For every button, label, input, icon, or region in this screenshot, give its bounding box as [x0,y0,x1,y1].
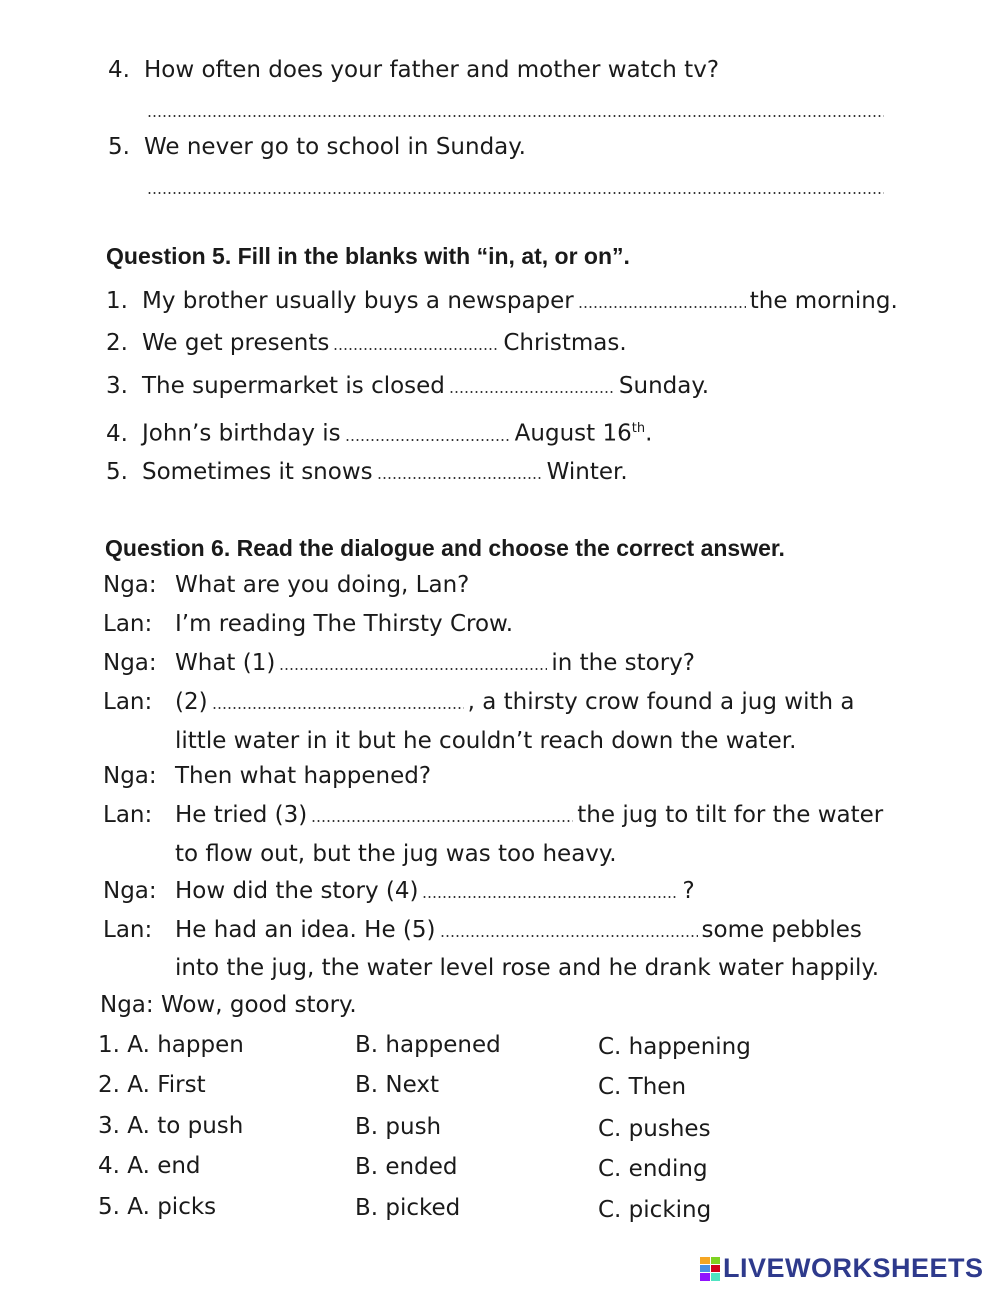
option-2a[interactable]: 2. A. First [98,1072,206,1098]
option-3b[interactable]: B. push [355,1114,442,1140]
question-5-heading: Question 5. Fill in the blanks with “in, at, or on”. [106,243,630,269]
q5-item-1: 1. My brother usually buys a newspaper the morning. [106,288,898,314]
rewrite-item-4-text: How often does your father and mother watch tv? [144,57,720,83]
q5-blank-4[interactable] [345,439,511,441]
option-2b[interactable]: B. Next [355,1072,439,1098]
option-1c[interactable]: C. happening [598,1034,751,1060]
q5-item-4: 4. John’s birthday is August 16th. [106,420,653,447]
dialogue-line-11: into the jug, the water level rose and he drank water happily. [175,955,880,981]
dialogue-line-3: Nga: What (1) in the story? [103,650,696,676]
option-1a[interactable]: 1. A. happen [98,1032,244,1058]
speaker: Nga: [100,992,154,1018]
dialogue-line-9: Nga: How did the story (4) ? [103,878,695,904]
dialogue-line-6: Nga: Then what happened? [103,763,432,789]
dialogue-line-1: Nga: What are you doing, Lan? [103,572,470,598]
option-5c[interactable]: C. picking [598,1197,712,1223]
option-4b[interactable]: B. ended [355,1154,458,1180]
q6-blank-1[interactable] [279,668,547,670]
speaker: Nga: [103,878,157,904]
answer-line-5[interactable] [147,192,884,194]
answer-line-4[interactable] [147,115,884,117]
q6-blank-5[interactable] [440,935,698,937]
q6-blank-2[interactable] [212,707,464,709]
q6-blank-3[interactable] [311,820,573,822]
option-5b[interactable]: B. picked [355,1195,461,1221]
q5-blank-5[interactable] [377,477,543,479]
q5-blank-3[interactable] [449,391,615,393]
dialogue-line-2: Lan: I’m reading The Thirsty Crow. [103,611,514,637]
q5-item-2: 2. We get presents Christmas. [106,330,627,356]
option-3c[interactable]: C. pushes [598,1116,711,1142]
option-4c[interactable]: C. ending [598,1156,708,1182]
speaker: Lan: [103,802,153,828]
q5-blank-1[interactable] [578,306,746,308]
rewrite-item-5: 5. We never go to school in Sunday. [108,134,526,160]
liveworksheets-logo-icon [700,1257,720,1281]
q5-item-5: 5. Sometimes it snows Winter. [106,459,628,485]
option-3a[interactable]: 3. A. to push [98,1113,244,1139]
dialogue-line-4: Lan: (2) , a thirsty crow found a jug with a [103,689,855,715]
speaker: Lan: [103,917,153,943]
question-6-heading: Question 6. Read the dialogue and choose the correct answer. [105,535,785,561]
q5-blank-2[interactable] [333,348,499,350]
q6-blank-4[interactable] [422,896,678,898]
dialogue-line-10: Lan: He had an idea. He (5) some pebbles [103,917,862,943]
speaker: Nga: [103,650,157,676]
speaker: Lan: [103,689,153,715]
rewrite-item-5-text: We never go to school in Sunday. [144,134,526,160]
dialogue-line-7: Lan: He tried (3) the jug to tilt for the water [103,802,884,828]
liveworksheets-wordmark: LIVEWORKSHEETS [723,1253,984,1283]
rewrite-item-4: 4. How often does your father and mother watch tv? [108,57,720,83]
dialogue-line-5: little water in it but he couldn’t reach down the water. [175,728,797,754]
q5-item-3: 3. The supermarket is closed Sunday. [106,373,710,399]
dialogue-line-12: Nga: Wow, good story. [100,992,357,1018]
speaker: Lan: [103,611,153,637]
speaker: Nga: [103,572,157,598]
option-2c[interactable]: C. Then [598,1074,687,1100]
option-4a[interactable]: 4. A. end [98,1153,201,1179]
dialogue-line-8: to flow out, but the jug was too heavy. [175,841,617,867]
option-5a[interactable]: 5. A. picks [98,1194,217,1220]
liveworksheets-logo[interactable] [700,1253,984,1284]
option-1b[interactable]: B. happened [355,1032,501,1058]
speaker: Nga: [103,763,157,789]
